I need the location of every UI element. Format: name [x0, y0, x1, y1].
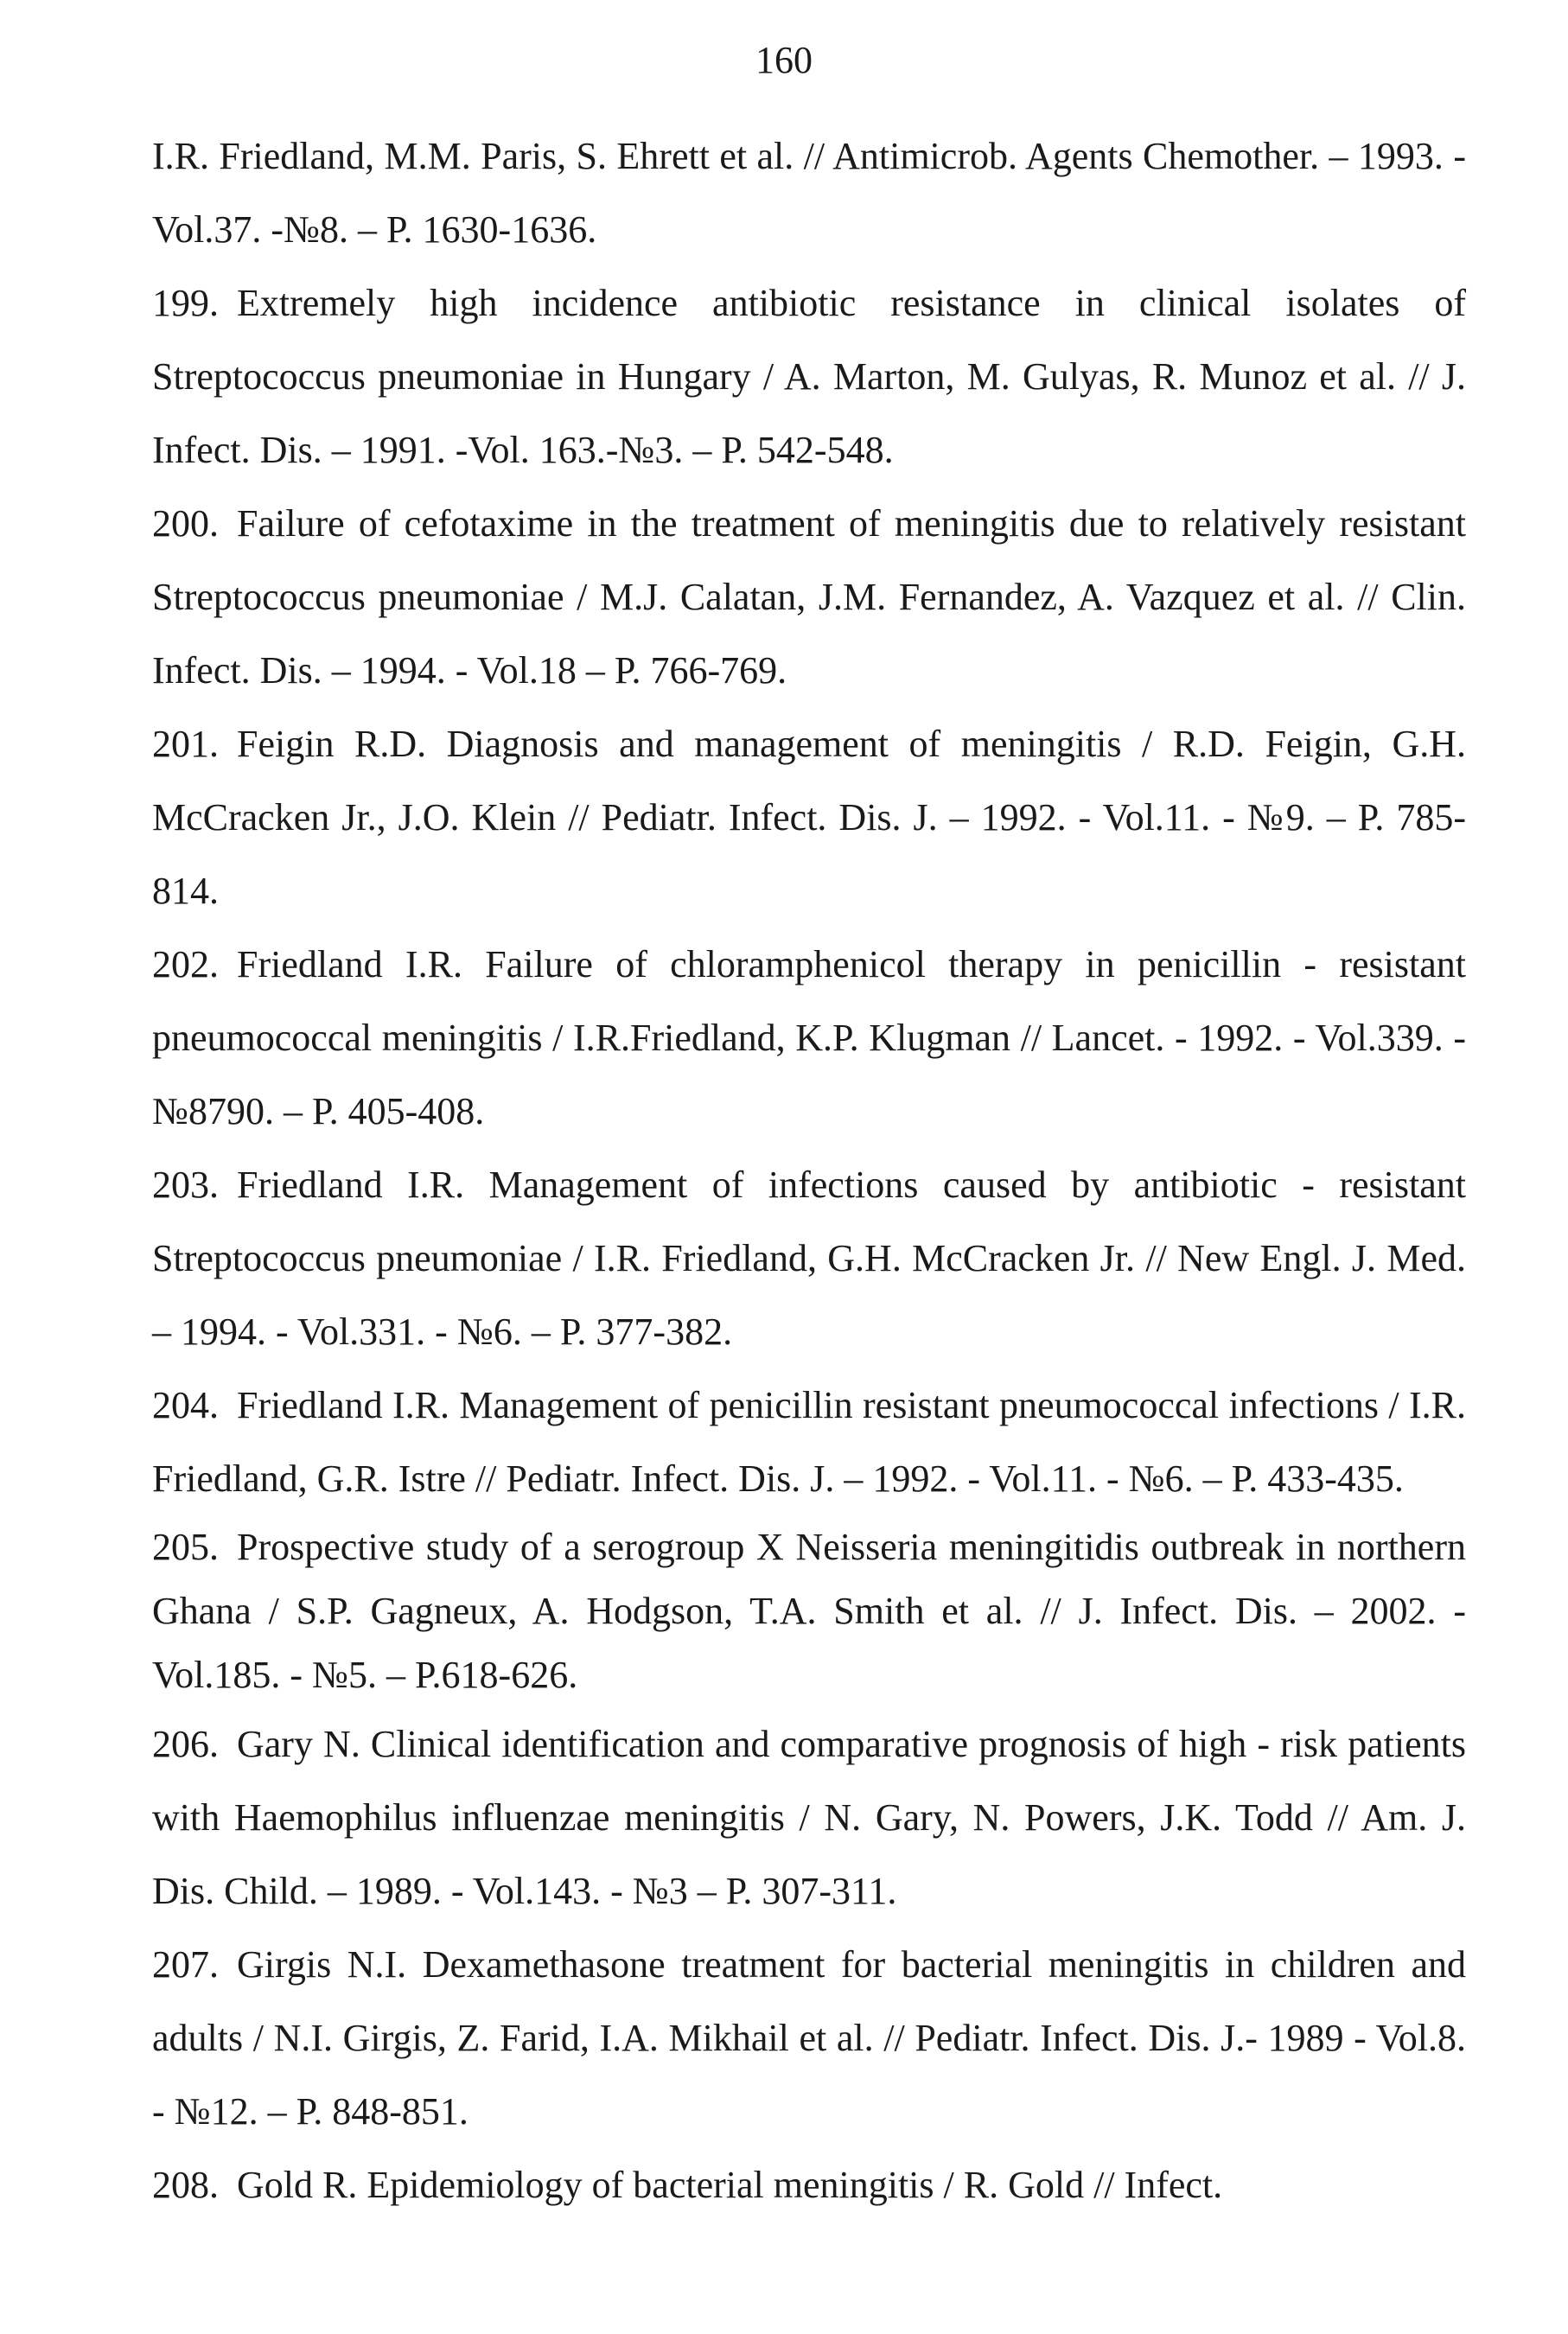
reference-entry — [152, 119, 1466, 266]
reference-list — [152, 119, 1466, 2222]
reference-text: Prospective study of a serogroup X Neisseria meningitidis outbreak in northern Ghana / S.P. Gagneux, A. Hodgson, T.A. Smith et al. // J. Infect. Dis. – 2002. - Vol.185. - №5. – P.618-626. — [152, 1526, 1466, 1696]
reference-text: I.R. Friedland, M.M. Paris, S. Ehrett et al. // Antimicrob. Agents Chemother. – 1993. - Vol.37. -№8. – P. 1630-1636. — [152, 135, 1466, 251]
reference-entry — [152, 707, 1466, 928]
reference-entry — [152, 1928, 1466, 2148]
reference-entry — [152, 2148, 1466, 2222]
reference-number: 206. — [152, 1723, 219, 1765]
reference-text: Friedland I.R. Failure of chloramphenicol therapy in penicillin - resistant pneumococcal meningitis / I.R.Friedland, K.P. Klugman // Lancet. - 1992. - Vol.339. - №8790. – P. 405-408. — [152, 943, 1466, 1132]
reference-number: 204. — [152, 1384, 219, 1426]
reference-entry — [152, 1368, 1466, 1515]
reference-text: Friedland I.R. Management of penicillin resistant pneumococcal infections / I.R. Friedland, G.R. Istre // Pediatr. Infect. Dis. J. – 1992. - Vol.11. - №6. – P. 433-435. — [152, 1384, 1466, 1500]
reference-number: 201. — [152, 723, 219, 765]
reference-text: Feigin R.D. Diagnosis and management of meningitis / R.D. Feigin, G.H. McCracken Jr., J.O. Klein // Pediatr. Infect. Dis. J. – 1992. - Vol.11. - №9. – P. 785-814. — [152, 723, 1466, 912]
reference-text: Extremely high incidence antibiotic resistance in clinical isolates of Streptococcus pneumoniae in Hungary / A. Marton, M. Gulyas, R. Munoz et al. // J. Infect. Dis. – 1991. -Vol. 163.-№3. – P. 542-548. — [152, 282, 1466, 471]
reference-entry — [152, 266, 1466, 487]
reference-entry — [152, 928, 1466, 1148]
reference-number: 203. — [152, 1164, 219, 1206]
reference-number: 200. — [152, 502, 219, 545]
reference-text: Gary N. Clinical identification and comparative prognosis of high - risk patients with Haemophilus influenzae meningitis / N. Gary, N. Powers, J.K. Todd // Am. J. Dis. Child. – 1989. - Vol.143. - №3 – P. 307-311. — [152, 1723, 1466, 1912]
reference-entry — [152, 1515, 1466, 1707]
reference-text: Girgis N.I. Dexamethasone treatment for bacterial meningitis in children and adults / N.I. Girgis, Z. Farid, I.A. Mikhail et al. // Pediatr. Infect. Dis. J.- 1989 - Vol.8. - №12. – P. 848-851. — [152, 1943, 1466, 2133]
page-number: 160 — [755, 39, 813, 81]
reference-entry — [152, 1148, 1466, 1368]
reference-number: 202. — [152, 943, 219, 985]
reference-number: 207. — [152, 1943, 219, 1986]
reference-text: Friedland I.R. Management of infections caused by antibiotic - resistant Streptococcus pneumoniae / I.R. Friedland, G.H. McCracken Jr. // New Engl. J. Med. – 1994. - Vol.331. - №6. – P. 377-382. — [152, 1164, 1466, 1353]
reference-entry — [152, 487, 1466, 707]
reference-entry — [152, 1707, 1466, 1928]
reference-number: 208. — [152, 2164, 219, 2206]
reference-text: Failure of cefotaxime in the treatment of meningitis due to relatively resistant Streptococcus pneumoniae / M.J. Calatan, J.M. Fernandez, A. Vazquez et al. // Clin. Infect. Dis. – 1994. - Vol.18 – P. 766-769. — [152, 502, 1466, 692]
reference-text: Gold R. Epidemiology of bacterial meningitis / R. Gold // Infect. — [237, 2164, 1223, 2206]
reference-number: 199. — [152, 282, 219, 324]
reference-number: 205. — [152, 1526, 219, 1568]
